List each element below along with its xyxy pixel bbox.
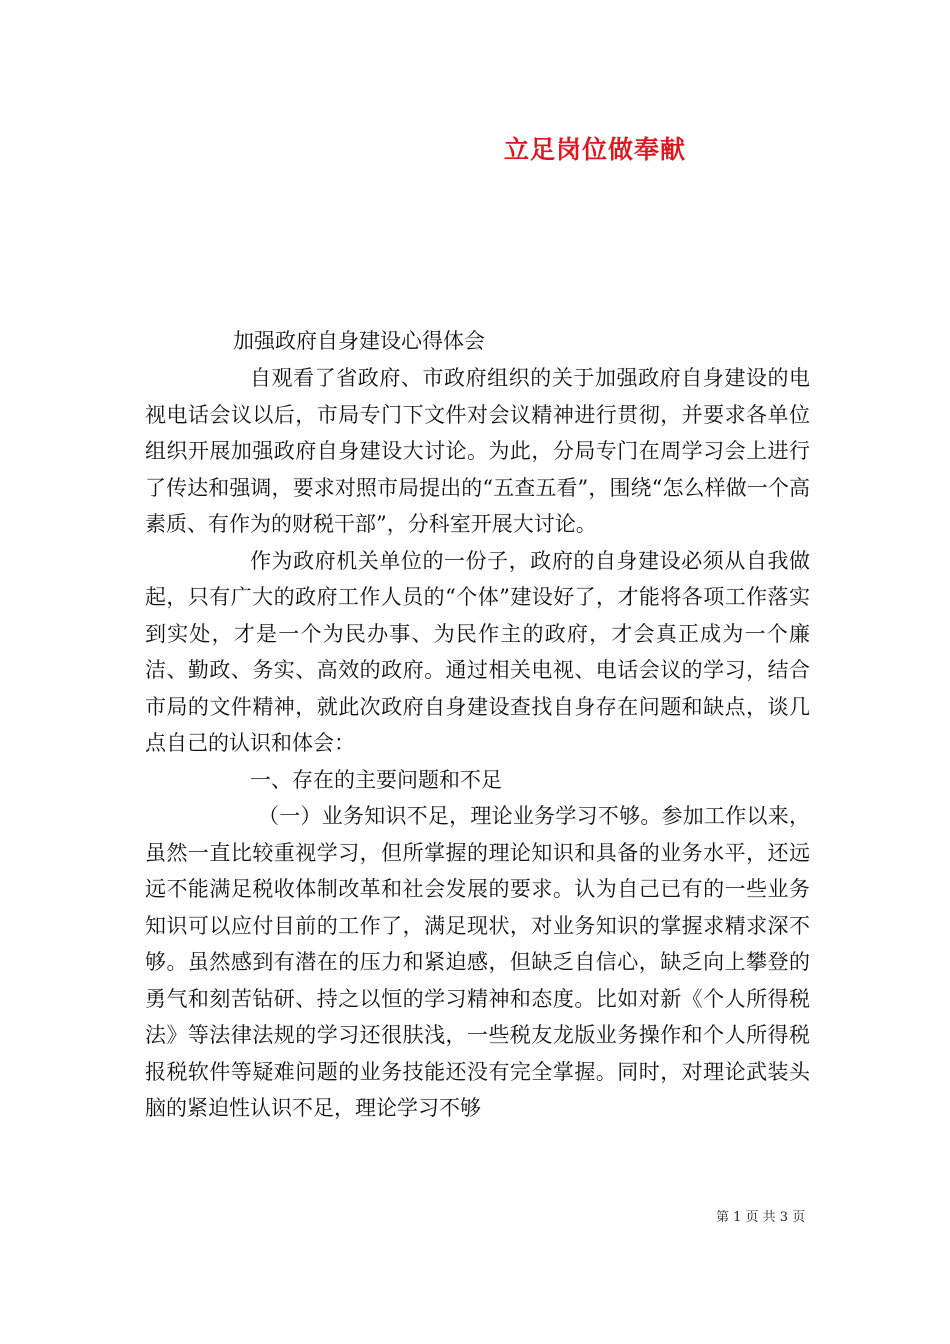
page-number-footer: 第 1 页 共 3 页 [716, 1210, 806, 1225]
subsection-paragraph: （一）业务知识不足，理论业务学习不够。参加工作以来，虽然一直比较重视学习，但所掌握的理论知识和具备的业务水平，还远远不能满足税收体制改革和社会发展的要求。认为自己已有的一些业务知识可以应付目前的工作了，满足现状，对业务知识的掌握求精求深不够。虽然感到有潜在的压力和紧迫感，但缺乏自信心，缺乏向上攀登的勇气和刻苦钻研、持之以恒的学习精神和态度。比如对新《个人所得税法》等法律法规的学习还很肤浅，一些税友龙版业务操作和个人所得税报税软件等疑难问题的业务技能还没有完全掌握。同时，对理论武装头脑的紧迫性认识不足，理论学习不够 [145, 804, 810, 1120]
document-title: 立足岗位做奉献 [503, 135, 686, 164]
document-body [145, 360, 810, 1127]
body-paragraph: 作为政府机关单位的一份子，政府的自身建设必须从自我做起，只有广大的政府工作人员的“个体”建设好了，才能将各项工作落实到实处，才是一个为民办事、为民作主的政府，才会真正成为一个廉洁、勤政、务实、高效的政府。通过相关电视、电话会议的学习，结合市局的文件精神，就此次政府自身建设查找自身存在问题和缺点，谈几点自己的认识和体会： [145, 548, 810, 755]
body-paragraph: 自观看了省政府、市政府组织的关于加强政府自身建设的电视电话会议以后，市局专门下文件对会议精神进行贯彻，并要求各单位组织开展加强政府自身建设大讨论。为此，分局专门在周学习会上进行了传达和强调，要求对照市局提出的“五查五看”，围绕“怎么样做一个高素质、有作为的财税干部”，分科室开展大讨论。 [145, 366, 810, 536]
section-heading: 一、存在的主要问题和不足 [250, 767, 502, 792]
document-subtitle: 加强政府自身建设心得体会 [233, 329, 485, 353]
